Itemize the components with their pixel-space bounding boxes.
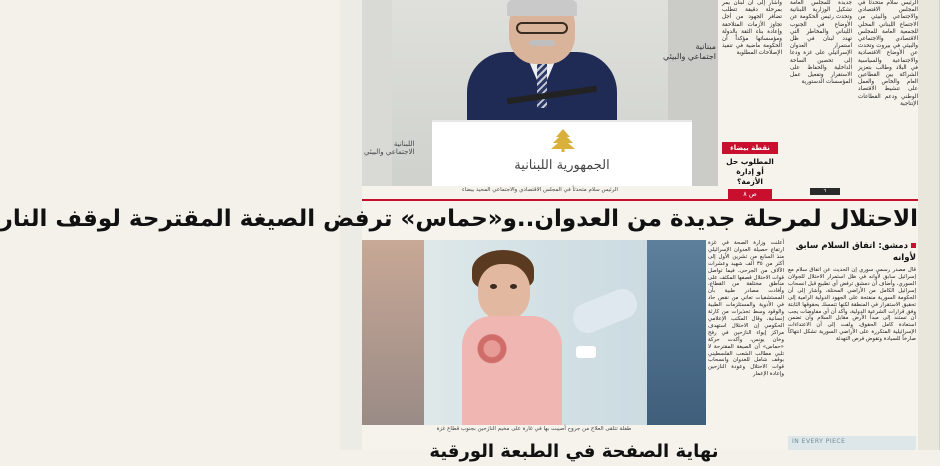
teaser-question: المطلوب حل أو إدارة الأزمة؟ xyxy=(726,157,774,186)
bullet-icon xyxy=(911,243,916,248)
podium xyxy=(432,120,692,190)
backdrop-text-right: مبنانية اجتماعي والبيئي xyxy=(662,42,716,61)
top-right-column xyxy=(722,0,918,199)
medic-figure xyxy=(647,240,706,425)
adult-figure xyxy=(362,240,424,425)
bandage xyxy=(576,346,596,358)
column-text-a: الرئيس سلام متحدثاً في المجلس الاقتصادي والاجتماعي والبيئي من الاجتماع اللبناني المحلي للجمعية العامة للمجلس الاقتصادي والاجتماعي والبيئي في بيروت وتحدث عن الأوضاع الاقتصادية والاجتماعية والسياسية في البلاد وطالب بتعزيز الشراكة بين القطاعين العام والخاص والعمل على تنشيط الاقتصاد الوطني ودعم القطاعات الإنتاجية xyxy=(858,0,918,107)
right-column-text: قال مصدر رسمي سوري إن الحديث عن اتفاق سلام مع إسرائيل سابق لأوانه في ظل استمرار الاحتلال للجولان السوري، وأضاف أن دمشق ترفض أي تطبيع قبل انسحاب إسرائيل الكامل من الأراضي المحتلة، وأشار إلى أن الحكومة السورية منفتحة على الجهود الدولية الرامية إلى تحقيق الاستقرار في المنطقة لكنها تتمسك بحقوقها الثابتة وفق قرارات الشرعية الدولية، وأكد أن أي مفاوضات يجب أن تستند إلى مبدأ الأرض مقابل السلام وأن تضمن استعادة كامل الحقوق، ولفت إلى أن الاعتداءات الإسرائيلية المتكررة على الأراضي السورية تشكل انتهاكاً صارخاً للسيادة وتقوض فرص التهدئة xyxy=(788,267,916,343)
column-text-c: وأشار إلى أن لبنان يمر بمرحلة دقيقة تتطلب تضافر الجهود من أجل تجاوز الأزمات المتلاحقة وإعادة بناء الثقة بالدولة ومؤسساتها مؤكداً أن الحكومة ماضية في تنفيذ الإصلاحات المطلوبة xyxy=(722,0,782,57)
backdrop-text-left: اللبنانية الاجتماعي والبيئي xyxy=(364,140,415,157)
teaser-page-ref: ص ٨ xyxy=(728,189,772,199)
podium-label: الجمهورية اللبنانية xyxy=(514,158,610,173)
top-photo-caption: الرئيس سلام متحدثاً في المجلس الاقتصادي والاجتماعي المحيد بيضاء xyxy=(362,186,718,193)
promo-banner xyxy=(788,436,916,450)
teaser-tag: نقطة بيضاء xyxy=(722,142,778,154)
opinion-teaser[interactable] xyxy=(722,142,778,199)
glasses-icon xyxy=(516,22,568,34)
top-story-photo xyxy=(362,0,718,190)
syria-subhead-text: دمشق: اتفاق السلام سابق لأوانه xyxy=(795,241,916,264)
main-headline[interactable]: الاحتلال لمرحلة جديدة من العدوان..و«حماس» ترفض الصيغة المقترحة لوقف النار xyxy=(0,206,918,232)
right-margin xyxy=(918,0,940,450)
bottom-story-photo xyxy=(362,240,706,425)
page-badge: ٦ xyxy=(810,188,840,195)
cedar-logo-icon xyxy=(550,128,576,152)
headline-rule xyxy=(362,199,918,201)
bottom-right-column xyxy=(788,240,916,435)
child-figure xyxy=(454,250,564,425)
syria-subhead[interactable] xyxy=(788,240,916,264)
promo-banner-text: IN EVERY PIECE xyxy=(792,438,846,445)
speaker-figure xyxy=(467,0,617,130)
photo-backdrop-left xyxy=(362,0,392,190)
column-text-b: جديدة للمجلس العامة تشكيل الوزارية اللبنانية وتحدث رئيس الحكومة عن الأوضاع في الجنوب اللبناني والمخاطر التي تهدد لبنان في ظل استمرار العدوان الإسرائيلي على غزة ودعا إلى تحصين الساحة الداخلية والحفاظ على الاستقرار وتفعيل عمل المؤسسات الدستورية xyxy=(790,0,852,86)
bottom-photo-caption: طفلة تتلقى العلاج من جروح أصيبت بها في غارة على مخيم النازحين بجنوب قطاع غزة xyxy=(436,426,632,432)
next-headline-partial: نهاية الصفحة في الطبعة الورقية xyxy=(429,441,719,462)
middle-column-text: أعلنت وزارة الصحة في غزة ارتفاع حصيلة العدوان الإسرائيلي منذ السابع من تشرين الأول إلى أكثر من ٣٥ ألف شهيد وعشرات الآلاف من الجرحى، فيما تواصل قوات الاحتلال قصفها المكثف على مناطق مختلفة من القطاع، وأفادت مصادر طبية بأن المستشفيات تعاني من نقص حاد في الأدوية والمستلزمات الطبية والوقود وسط تحذيرات من كارثة إنسانية، وقال المكتب الإعلامي الحكومي إن الاحتلال استهدف مراكز إيواء النازحين في رفح وخان يونس، وأكدت حركة «حماس» أن الصيغة المقترحة لا تلبي مطالب الشعب الفلسطيني بوقف شامل للعدوان وانسحاب قوات الاحتلال وعودة النازحين وإعادة الإعمار xyxy=(708,240,784,378)
bottom-middle-column xyxy=(708,240,784,430)
